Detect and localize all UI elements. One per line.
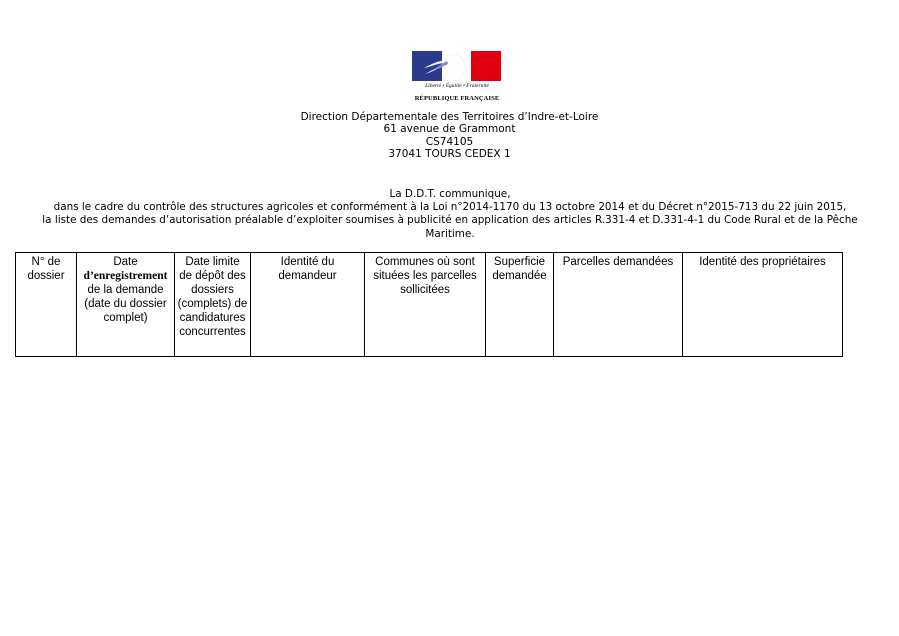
republique-francaise-logo [412,51,502,105]
intro-line-1: La D.D.T. communique, [389,188,511,200]
ddt-address-block [0,111,899,161]
logo-motto: Liberté • Égalité • Fraternité [425,83,489,89]
header-communes: Communes où sont situées les parcelles sollicitées [365,253,486,357]
address-line-city: 37041 TOURS CEDEX 1 [388,148,511,161]
header-superficie: Superficie demandée [486,253,554,357]
header-date-limite-depot: Date limite de dépôt des dossiers (complets) de candidatures concurrentes [175,253,251,357]
address-line-cs: CS74105 [425,135,474,148]
header-identite-demandeur: Identité du demandeur [251,253,365,357]
intro-line-2: dans le cadre du contrôle des structures agricoles et conformément à la Loi n°2014-1170 du 13 octobre 2014 et du Décret n°2015-713 du 22 juin 2015, [53,201,847,214]
intro-line-3: la liste des demandes d’autorisation préalable d’exploiter soumises à publicité en application des articles R.331-4 et D.331-4-1 du Code Rural et de la Pêche [42,214,858,227]
marianne-flag-icon [412,51,501,81]
header-date-enregistrement: Date d’enregistrement de la demande (date du dossier complet) [77,253,175,357]
demandes-table [15,252,843,357]
header-parcelles: Parcelles demandées [554,253,683,357]
header-identite-proprietaires: Identité des propriétaires [683,253,843,357]
intro-line-4: Maritime. [425,227,475,240]
intro-paragraph [30,188,870,241]
address-line-street: 61 avenue de Grammont [383,123,516,136]
header-numero-dossier: N° de dossier [16,253,77,357]
table-header-row [16,253,843,357]
address-line-direction: Direction Départementale des Territoires d’Indre-et-Loire [300,111,599,123]
logo-republique-francaise: RÉPUBLIQUE FRANÇAISE [414,95,500,102]
